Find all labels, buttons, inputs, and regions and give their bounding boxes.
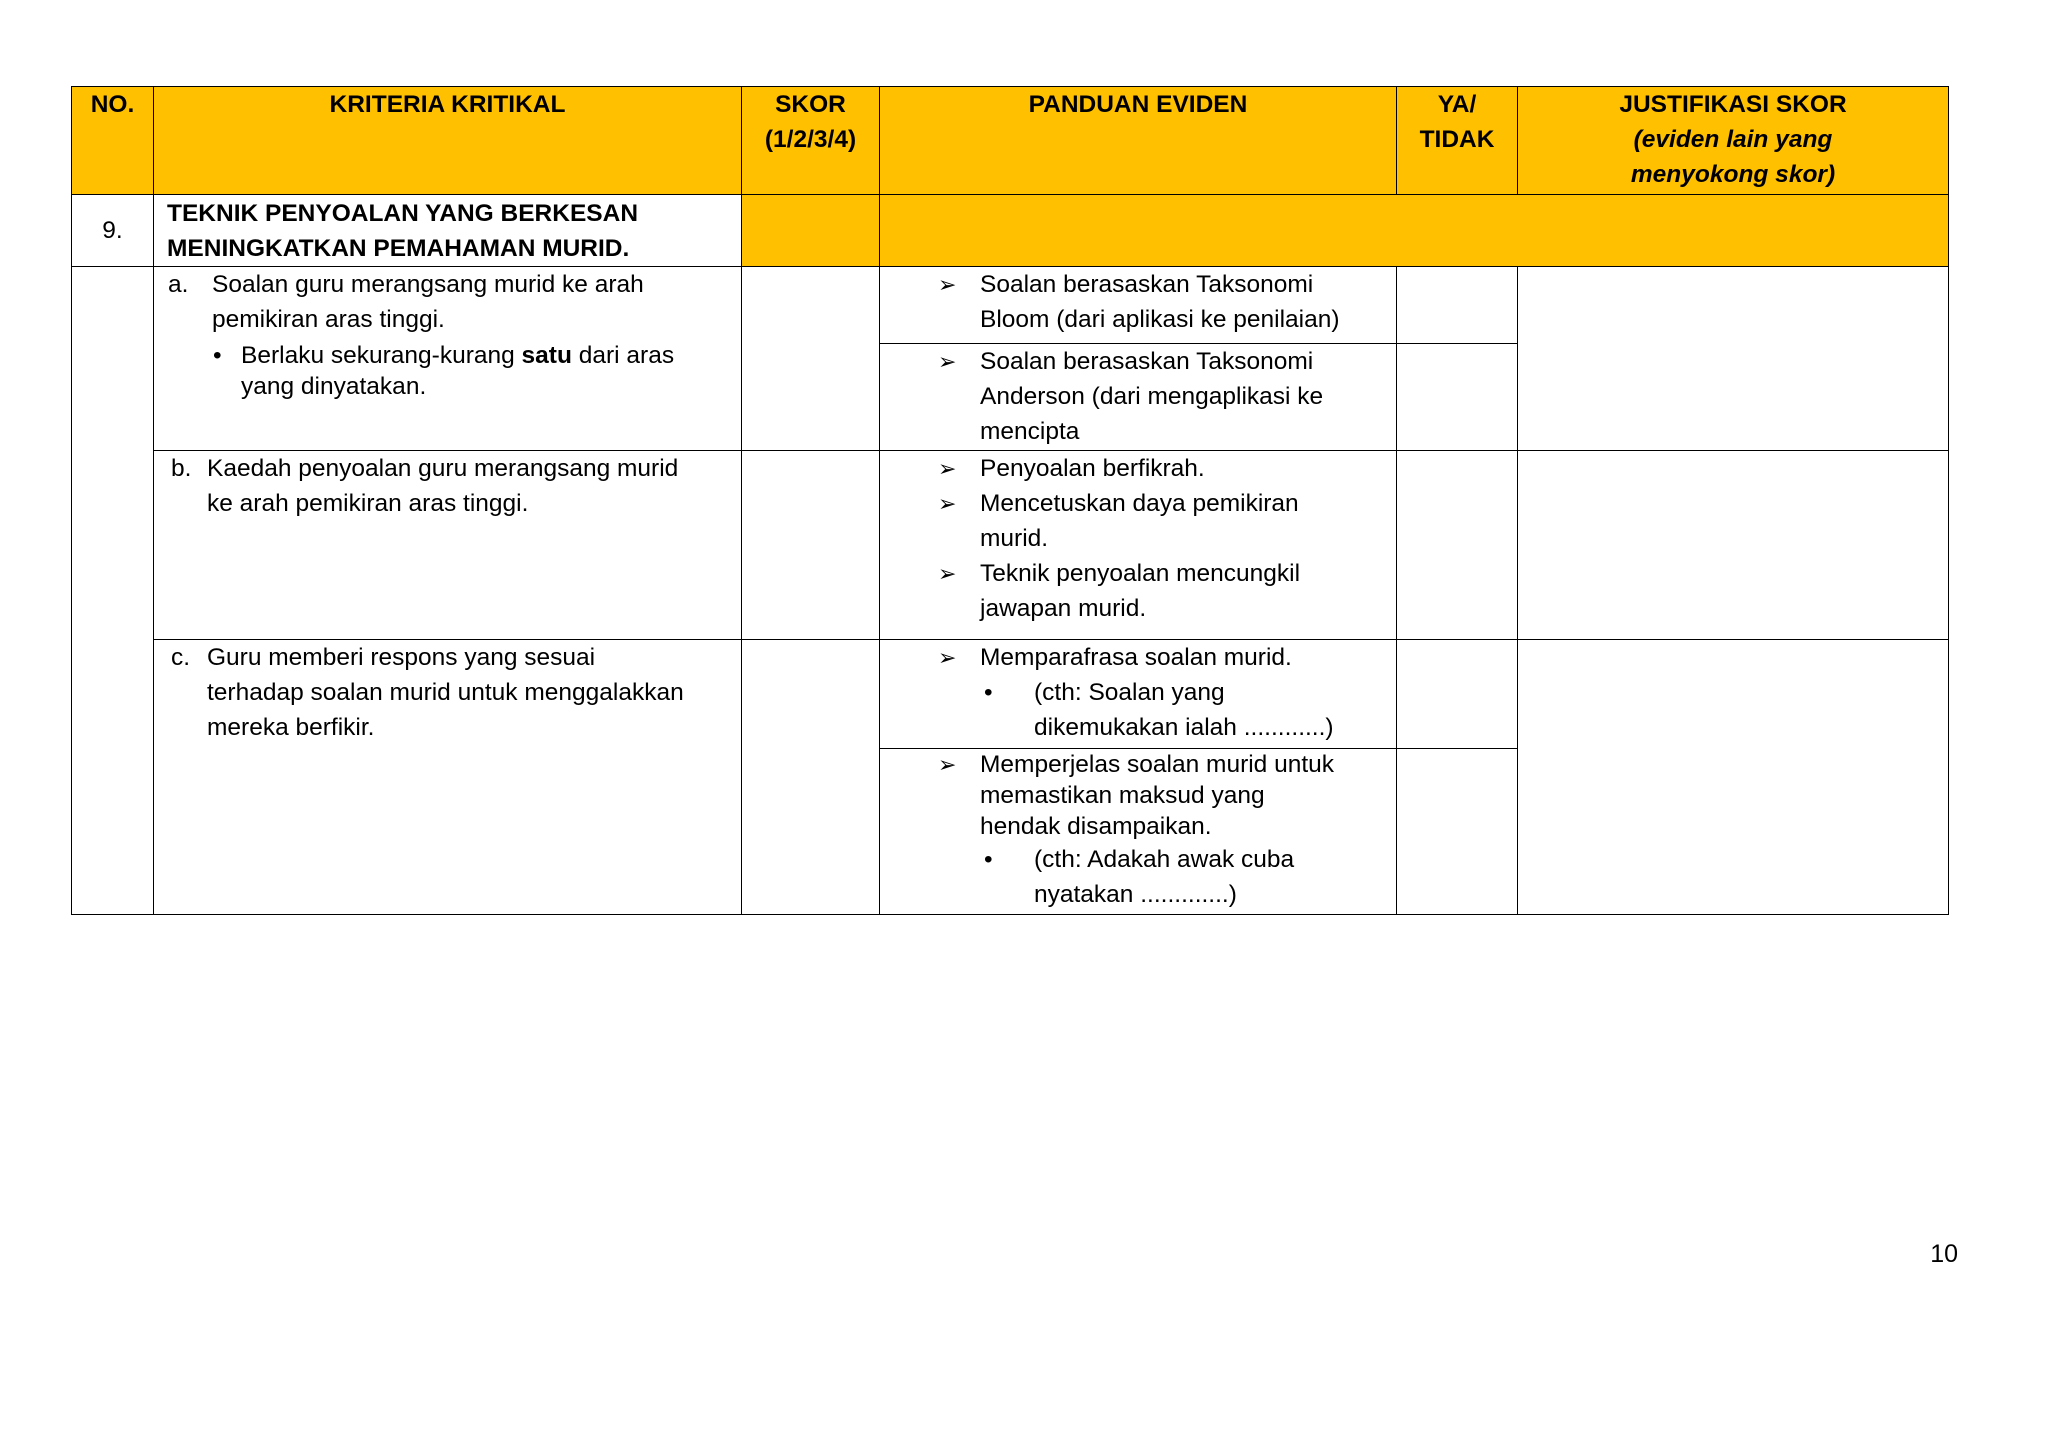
evidence-c2-sub-line1: (cth: Adakah awak cuba	[1034, 846, 1295, 873]
no-column-empty-cell	[72, 267, 154, 915]
header-score-line1: SKOR	[775, 91, 846, 118]
evidence-c2-line1: Memperjelas soalan murid untuk	[980, 751, 1335, 778]
header-score	[742, 87, 880, 195]
evidence-c1-sub	[984, 675, 1396, 745]
criteria-b-line1: Kaedah penyoalan guru merangsang murid	[207, 455, 679, 482]
section-title-line2: MENINGKATKAN PEMAHAMAN MURID.	[167, 235, 630, 262]
evidence-c2-sub	[984, 842, 1396, 912]
evidence-b3-line1: Teknik penyoalan mencungkil	[980, 560, 1301, 587]
header-yes-no-line1: YA/	[1437, 91, 1477, 118]
justification-cell-c[interactable]	[1518, 640, 1949, 915]
evidence-a1-line2: Bloom (dari aplikasi ke penilaian)	[980, 306, 1340, 333]
header-yes-no-line2: TIDAK	[1419, 126, 1495, 153]
evidence-a2-line2: Anderson (dari mengaplikasi ke	[980, 383, 1324, 410]
yes-no-cell-a1[interactable]	[1397, 267, 1518, 344]
criteria-a-letter: a.	[168, 271, 189, 298]
criteria-a-text	[212, 267, 731, 337]
criteria-row-a1	[72, 267, 1949, 344]
arrow-bullet-icon: ➢	[938, 456, 957, 481]
justification-cell-b[interactable]	[1518, 451, 1949, 640]
yes-no-cell-c2[interactable]	[1397, 749, 1518, 915]
evidence-b3-line2: jawapan murid.	[980, 595, 1147, 622]
section-number: 9.	[72, 195, 154, 267]
evidence-c2-line2: memastikan maksud yang	[980, 782, 1265, 809]
evidence-c1	[938, 640, 1396, 675]
arrow-bullet-icon: ➢	[938, 752, 957, 777]
evidence-b1-text: Penyoalan berfikrah.	[980, 455, 1205, 482]
arrow-bullet-icon: ➢	[938, 645, 957, 670]
section-title-cell	[154, 195, 742, 267]
section-score-cell	[742, 195, 880, 267]
header-yes-no	[1397, 87, 1518, 195]
evidence-b1	[938, 451, 1396, 486]
criteria-a-line1: Soalan guru merangsang murid ke arah	[212, 271, 644, 298]
bullet-icon: •	[984, 846, 993, 873]
evidence-a1	[938, 267, 1396, 337]
criteria-c	[154, 640, 741, 745]
evidence-cell-c2	[880, 749, 1397, 915]
arrow-bullet-icon: ➢	[938, 349, 957, 374]
evidence-c2-line3: hendak disampaikan.	[980, 813, 1212, 840]
header-justification-line3: menyokong skor)	[1630, 161, 1836, 188]
criteria-c-line2: terhadap soalan murid untuk menggalakkan	[207, 679, 684, 706]
justification-cell-a[interactable]	[1518, 267, 1949, 451]
evidence-a1-line1: Soalan berasaskan Taksonomi	[980, 271, 1314, 298]
score-cell-b[interactable]	[742, 451, 880, 640]
criteria-a-bullet-pre: Berlaku sekurang-kurang	[241, 342, 522, 369]
header-score-line2: (1/2/3/4)	[764, 126, 857, 153]
arrow-bullet-icon: ➢	[938, 491, 957, 516]
criteria-a-bullet	[241, 340, 731, 402]
arrow-bullet-icon: ➢	[938, 272, 957, 297]
yes-no-cell-c1[interactable]	[1397, 640, 1518, 749]
criteria-a-cell	[154, 267, 742, 451]
evidence-c1-sub-line1: (cth: Soalan yang	[1034, 679, 1225, 706]
evidence-cell-a2	[880, 344, 1397, 451]
evidence-cell-c1	[880, 640, 1397, 749]
criteria-a-line2: pemikiran aras tinggi.	[212, 306, 445, 333]
header-no: NO.	[72, 87, 154, 195]
criteria-c-cell	[154, 640, 742, 915]
section-row	[72, 195, 1949, 267]
evidence-c2	[938, 749, 1396, 842]
section-title-line1: TEKNIK PENYOALAN YANG BERKESAN	[167, 200, 639, 227]
criteria-b-text	[207, 451, 731, 521]
criteria-a-bullet-bold: satu	[521, 342, 572, 369]
header-justification	[1518, 87, 1949, 195]
header-evidence: PANDUAN EVIDEN	[880, 87, 1397, 195]
evidence-b2	[938, 486, 1396, 556]
criteria-c-line1: Guru memberi respons yang sesuai	[207, 644, 596, 671]
section-evidence-cell	[880, 195, 1949, 267]
header-justification-line1: JUSTIFIKASI SKOR	[1619, 91, 1847, 118]
score-cell-a[interactable]	[742, 267, 880, 451]
evidence-b2-line2: murid.	[980, 525, 1049, 552]
criteria-c-text	[207, 640, 731, 745]
evidence-c1-text: Memparafrasa soalan murid.	[980, 644, 1292, 671]
evidence-cell-b	[880, 451, 1397, 640]
arrow-bullet-icon: ➢	[938, 561, 957, 586]
criteria-b-letter: b.	[171, 455, 192, 482]
evidence-b3	[938, 556, 1396, 626]
score-cell-c[interactable]	[742, 640, 880, 915]
bullet-icon: •	[984, 679, 993, 706]
evidence-b2-line1: Mencetuskan daya pemikiran	[980, 490, 1299, 517]
yes-no-cell-b[interactable]	[1397, 451, 1518, 640]
criteria-c-line3: mereka berfikir.	[207, 714, 375, 741]
rubric-table	[71, 86, 1949, 915]
evidence-a2-line1: Soalan berasaskan Taksonomi	[980, 348, 1314, 375]
page-number: 10	[1930, 1240, 1958, 1268]
criteria-row-c1	[72, 640, 1949, 749]
evidence-a2-line3: mencipta	[980, 418, 1080, 445]
header-justification-line2: (eviden lain yang	[1633, 126, 1833, 153]
evidence-cell-a1	[880, 267, 1397, 344]
criteria-a	[154, 267, 741, 402]
yes-no-cell-a2[interactable]	[1397, 344, 1518, 451]
criteria-row-b	[72, 451, 1949, 640]
criteria-c-letter: c.	[171, 644, 191, 671]
evidence-a2	[938, 344, 1396, 449]
criteria-b	[154, 451, 741, 521]
criteria-a-bullet-line2: yang dinyatakan.	[241, 373, 427, 400]
criteria-b-cell	[154, 451, 742, 640]
criteria-b-line2: ke arah pemikiran aras tinggi.	[207, 490, 529, 517]
evidence-c1-sub-line2: dikemukakan ialah ............)	[1034, 714, 1334, 741]
header-criteria: KRITERIA KRITIKAL	[154, 87, 742, 195]
section-title	[154, 195, 741, 266]
header-row	[72, 87, 1949, 195]
criteria-a-bullet-post: dari aras	[571, 342, 675, 369]
evidence-c2-sub-line2: nyatakan .............)	[1034, 881, 1237, 908]
